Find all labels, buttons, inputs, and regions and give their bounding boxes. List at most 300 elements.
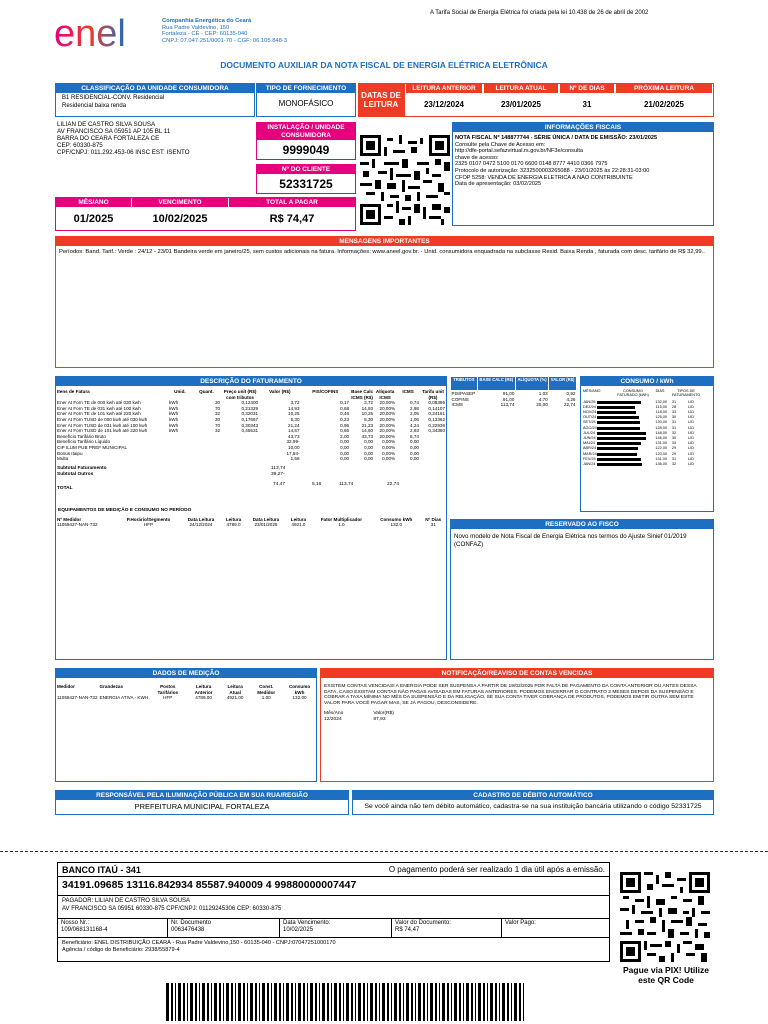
equip-header: Consumo kWh [380, 516, 413, 522]
fat-cell: 21,23 [361, 422, 374, 428]
medicao-value: 1.00 [261, 695, 271, 701]
fat-cell: 0,68 [340, 405, 350, 411]
fat-cell: 1,06 [410, 416, 419, 422]
equip-header: Nº Dias [425, 516, 442, 522]
fat-cell: 14,60 [361, 428, 374, 434]
consumo-days: 31 [671, 456, 677, 461]
company-address2: Fortaleza - CE - CEP: 60135-040 [162, 31, 248, 37]
iluminacao-label: RESPONSÁVEL PELA ILUMINAÇÃO PÚBLICA EM SUA RUA/REGIÃO [56, 791, 348, 800]
consumo-month: SET/24 [583, 420, 596, 425]
consumo-h1: CONSUMO FATURADO (kWh) [617, 389, 649, 398]
fat-cell: kWh [169, 411, 179, 417]
pag-h2: TOTAL A PAGAR [229, 198, 355, 207]
equip-value: 4921.0 [291, 522, 306, 528]
fat-cell: 2,93 [410, 428, 419, 434]
medicao-value: 132.00 [292, 695, 307, 701]
fat-cell: 20,00% [379, 428, 396, 434]
pix-qr-code [620, 872, 710, 962]
consumo-value: 118,00 [655, 410, 667, 415]
consumo-month: FEV/24 [583, 456, 596, 461]
iluminacao-box [55, 790, 349, 815]
consumo-days: 31 [671, 420, 677, 425]
fat-cell: 4,24 [410, 422, 419, 428]
fornecimento-box [256, 83, 356, 117]
pag-h1: VENCIMENTO [132, 198, 228, 207]
beneficiario: Beneficiário: ENEL DISTRIBUIÇÃO CEARÁ - Rua Padre Valdevino,150 - 60135-040 - CNPJ:07047251000170 [62, 940, 336, 946]
info-fiscais-line: http://dfe-portal.sefazvirtual.rs.gov.br/NF3e/consulta [455, 148, 583, 155]
tributos-header: TRIBUTOS [451, 377, 478, 391]
consumo-days: 32 [671, 461, 677, 466]
fat-cell: 20,00% [379, 416, 396, 422]
tributos-cell: ICMS [451, 402, 463, 408]
fat-cell: 0,13362 [428, 416, 445, 422]
faturamento-table [56, 389, 446, 462]
num-cliente-value: 52331725 [279, 177, 333, 191]
fat-h6: Base Calc ICMS (R$) [351, 389, 374, 400]
debito-text: Se você ainda não tem débito automático, cadastra-se na sua instituição bancária utilizando o código 52331725 [364, 803, 702, 810]
fat-cell: 10,25 [361, 411, 374, 417]
cliente-line: CEP: 60330-875 [57, 142, 103, 149]
tributos-cell: 20,00 [536, 402, 548, 408]
equip-header: P.Horário/Segmento [126, 516, 171, 522]
consumo-value: 131,00 [655, 456, 667, 461]
fat-cell: 0,32031 [241, 411, 259, 417]
equip-value: HFP [143, 522, 154, 528]
consumo-days: 31 [671, 425, 677, 430]
medicao-box [55, 668, 317, 782]
consumo-row [583, 462, 711, 467]
consumo-label: CONSUMO / kWh [581, 377, 713, 386]
company-address1: Rua Padre Valdevino, 150 [162, 24, 230, 31]
total-pis: 5,16 [312, 481, 322, 487]
equip-header: Leitura [225, 516, 242, 522]
pagador-line1: PAGADOR: LILIAN DE CASTRO SILVA SOUSA [62, 898, 191, 904]
fat-cell: kWh [169, 422, 179, 428]
notificacao-box [320, 668, 714, 782]
consumo-value: 128,00 [655, 425, 667, 430]
fat-cell: 0,00% [382, 439, 396, 445]
notif-val2: 87,93 [373, 716, 386, 722]
medicao-value: 4921.00 [226, 695, 244, 701]
linha-digitavel: 34191.09685 13116.842934 85587.940009 4 99880000007447 [58, 877, 609, 896]
consumo-bar [597, 432, 646, 435]
equip-header: Fator Multiplicador [320, 516, 363, 522]
info-fiscais-label: INFORMAÇÕES FISCAIS [453, 123, 713, 132]
leitura-h3: PRÓXIMA LEITURA [616, 84, 712, 93]
consumo-month: MAI/24 [583, 441, 596, 446]
boleto-field-value: 0063476438 [171, 927, 205, 933]
equip-header: Nº Medidor [57, 516, 82, 522]
cliente-block [57, 121, 190, 156]
fat-row [56, 456, 446, 462]
agencia: Agência / código do Beneficiário: 2938/55879-4 [62, 946, 180, 953]
fisco-label: RESERVADO AO FISCO [451, 520, 713, 529]
consumo-type: LID [688, 399, 694, 404]
consumo-bar [597, 421, 640, 424]
consumo-value: 130,00 [655, 420, 667, 425]
fat-cell: 0,00 [364, 450, 374, 456]
fat-cell: Benefício Tarifário Bruto [57, 433, 106, 439]
equip-header: Data Leitura [187, 516, 215, 522]
fat-cell: 5,30 [364, 416, 374, 422]
qr-code-fiscal [360, 135, 450, 225]
consumo-type: LID [688, 451, 694, 456]
consumo-h3: TIPOS DE FATURAMENTO [671, 389, 701, 398]
fat-cell: 0,17667 [241, 416, 259, 422]
cliente-line: BARRA DO CEARA FORTALEZA CE [57, 135, 160, 142]
fat-cell: 0,23 [340, 416, 350, 422]
boleto-field-label: Nosso Nr.: [61, 920, 90, 926]
consumo-type: LID [688, 415, 694, 420]
fat-cell: Ener At Forn TE de 031 kwh até 100 kwh [57, 405, 141, 411]
fat-cell: 43,73 [361, 433, 374, 439]
boleto-field-label: Valor do Documento: [395, 920, 451, 926]
fat-cell: 0,12400 [241, 400, 259, 406]
notif-col2: Valor(R$) [373, 711, 394, 717]
fat-cell [420, 456, 446, 462]
fat-cell: Ener At Forn TE de 101 kwh até 220 kwh [57, 411, 141, 417]
fisco-text: Novo modelo de Nota Fiscal de Energia Elétrica nos termos do Ajuste Sinief 01/2019 (CONFAZ) [454, 533, 687, 548]
fornecimento-value: MONOFÁSICO [278, 99, 334, 108]
consumo-days: 28 [671, 404, 677, 409]
leitura-h0: LEITURA ANTERIOR [406, 84, 482, 93]
medicao-value: ENERGIA ATIVA - KWH [99, 695, 149, 701]
fat-cell: 0,00 [340, 439, 350, 445]
instalacao-value: 9999049 [282, 143, 330, 157]
fat-cell: 0,30343 [241, 422, 259, 428]
fat-h7: Alíquota ICMS [375, 389, 395, 400]
doc-title: DOCUMENTO AUXILIAR DA NOTA FISCAL DE ENERGIA ELÉTRICA ELETRÔNICA [220, 60, 548, 70]
fat-cell: 0,21329 [241, 405, 259, 411]
instalacao-box [256, 122, 356, 160]
equip-value: 24/12/2024 [189, 522, 213, 528]
fat-cell: 10,25 [288, 411, 300, 417]
medicao-header: Postos Tarifários [157, 684, 179, 695]
consumo-month: OUT/24 [583, 415, 597, 420]
medicao-header: Leitura Atual [227, 684, 243, 695]
consumo-days: 33 [671, 441, 677, 446]
boleto-field [502, 919, 607, 937]
notificacao-text: EXISTEM CONTAS VENCIDAS! A ENERGIA PODE SER SUSPENSA A PARTIR DE 19/02/2025 POR FALTA DE PAGAMENTO DA CONTA ANTERIOR OU ANTES DESSA DATA, CASO EXISTAM CONTAS NÃO PAGAS AVISADAS EM FATURAS ANTERIORES. PODEMOS ENCERRAR O CONTRATO 2 MESES DEPOIS DA SUSPENSÃO E COBRAR A TAXA MÍNIMA NO MÊS DA SUSPENSÃO E DA RELIGAÇÃO. SE SUA CONTA TIVER COBRANÇA DE PRODUTOS, PODEMOS EMITIR OUTRA SEM ESTE VALOR PARA VOCÊ PAGAR MAS, SE JÁ PAGOU, DESCONSIDERE. [324, 684, 697, 706]
fat-cell: 30 [214, 400, 221, 406]
fat-cell: 32 [214, 428, 221, 434]
consumo-box [580, 376, 714, 512]
consumo-month: JAN/25 [583, 399, 596, 404]
leitura-v2: 31 [582, 100, 592, 109]
fat-cell: 70 [214, 422, 221, 428]
fat-h5: PIS/COFINS [312, 389, 339, 394]
fat-cell: 0,00 [410, 456, 419, 462]
fat-cell: 0,22936 [428, 422, 445, 428]
total-label: TOTAL [57, 485, 73, 491]
consumo-days: 33 [671, 410, 677, 415]
info-fiscais-line: chave de acesso: [455, 154, 499, 161]
equip-value: 4789.0 [226, 522, 241, 528]
info-fiscais-box [452, 122, 714, 226]
consumo-value: 115,00 [655, 404, 667, 409]
fat-cell: 0,00% [382, 450, 396, 456]
pag-v2: R$ 74,47 [269, 213, 315, 225]
tributos-cell: 91,00 [502, 396, 515, 402]
fat-cell: 0,00 [340, 450, 350, 456]
consumo-bar [597, 447, 638, 450]
subtotal-fat-label: Subtotal Faturamento [57, 465, 107, 471]
consumo-month: DEZ/24 [583, 404, 596, 409]
consumo-bar [597, 458, 641, 461]
boleto-field-label: Nr. Documento [171, 920, 212, 926]
fat-cell: 14,93 [361, 405, 374, 411]
fat-cell: 0,17 [340, 400, 350, 406]
boleto-field-label: Data Vencimento: [283, 920, 331, 926]
boleto-box [57, 862, 610, 962]
fat-h0: Itens de Fatura [57, 389, 90, 394]
consumo-bar [597, 442, 641, 445]
tributos-cell: 22,74 [564, 402, 576, 408]
company-cnpj: CNPJ: 07.047.251/0001-70 - CGF: 06.105.848-3 [162, 37, 288, 44]
consumo-month: ABR/24 [583, 446, 597, 451]
consumo-bar [597, 437, 646, 440]
consumo-days: 30 [671, 436, 677, 440]
consumo-type: LID [688, 461, 694, 466]
info-fiscais-line: Consulte pela Chave de Acesso em: [455, 141, 546, 148]
fat-cell: 14,93 [288, 405, 300, 411]
medicao-header: Leitura Anterior [194, 684, 213, 695]
equip-value: 23/01/2025 [254, 522, 278, 528]
equip-value: 31 [430, 522, 436, 528]
fat-h9: Tarifa unit (R$) [422, 389, 444, 400]
notif-col1: Mês/Ano [324, 711, 344, 717]
consumo-type: LID [688, 410, 694, 415]
medicao-header: Const. Medidor [257, 684, 276, 695]
consumo-bar [597, 427, 640, 430]
iluminacao-value: PREFEITURA MUNICIPAL FORTALEZA [134, 802, 270, 811]
leitura-v1: 23/01/2025 [500, 100, 542, 109]
fat-cell: 0,00 [364, 439, 374, 445]
fat-cell [192, 456, 221, 462]
fat-cell: 0,45531 [241, 428, 259, 434]
cliente-line: LILIAN DE CASTRO SILVA SOUSA [57, 121, 156, 128]
pagador-line2: AV FRANCISCO SA 05951 60330-875 CPF/CNPJ: 01129245306 CEP: 60330-875 [62, 905, 282, 912]
classificacao-line1: B1 RESIDENCIAL-CONV. Residencial [62, 95, 165, 101]
classificacao-line2: Residencial baixa renda [62, 102, 127, 109]
consumo-value: 148,00 [655, 430, 667, 435]
consumo-month: JUL/24 [583, 430, 596, 435]
fornecimento-label: TIPO DE FORNECIMENTO [257, 84, 355, 93]
fat-cell: 14,57 [288, 428, 300, 434]
fat-cell: Benefício Tarifário Líquido [57, 439, 111, 445]
medicao-value: 4789.00 [195, 695, 212, 701]
debito-box [352, 790, 714, 815]
notificacao-label: NOTIFICAÇÃO/REAVISO DE CONTAS VENCIDAS [321, 669, 713, 678]
consumo-type: LID [688, 430, 694, 435]
num-cliente-box [256, 164, 356, 194]
leitura-label: DATAS DE LEITURA [358, 83, 404, 117]
tributos-cell: 91,00 [502, 391, 515, 396]
fat-cell: 0,46 [340, 411, 350, 417]
consumo-value: 136,00 [655, 461, 667, 466]
equip-label: EQUIPAMENTOS DE MEDIÇÃO E CONSUMO NO PERÍODO [58, 507, 192, 513]
fat-cell: CIP ILUM PUB PREF MUNICIPAL [57, 444, 128, 450]
boleto-field [280, 919, 392, 937]
pag-v0: 01/2025 [73, 213, 114, 225]
num-cliente-label: Nº DO CLIENTE [257, 165, 355, 174]
consumo-value: 122,00 [655, 446, 667, 451]
consumo-type: LID [688, 436, 694, 440]
fat-cell: Multa [57, 456, 69, 462]
boleto-field-value: 10/02/2025 [283, 927, 314, 933]
pix-caption: Pague via PIX! Utilize este QR Code [623, 965, 709, 985]
fat-cell: Bonus Itaipu [57, 450, 83, 456]
fat-cell: 8,74 [410, 433, 419, 439]
classificacao-box [55, 83, 255, 117]
info-fiscais-line: Data de apresentação: 03/02/2025 [455, 181, 542, 188]
tributos-header: ALÍQUOTA (%) [515, 377, 548, 391]
fat-cell: 0,00 [364, 456, 374, 462]
faturamento-label: DESCRIÇÃO DO FATURAMENTO [56, 377, 446, 386]
fisco-box [450, 519, 714, 660]
fat-cell: 20,00% [379, 422, 396, 428]
fat-h4: Valor (R$) [269, 389, 291, 394]
tributos-row [451, 402, 577, 408]
tributos-cell: PIS/PASEP [451, 391, 476, 396]
fat-cell: 0,96 [340, 422, 350, 428]
fat-cell: 2,98 [410, 405, 419, 411]
medicao-value: 11059427-NAN-732 [57, 695, 98, 701]
consumo-bar [597, 406, 635, 409]
equip-value: 11059427-NAN-732 [57, 522, 98, 528]
fat-row [56, 428, 446, 434]
info-fiscais-line: 2325 0107 0472 5100 0170 6600 0148 8777 4410 0366 7975 [455, 161, 608, 168]
fat-cell [168, 456, 192, 462]
fat-cell: 0,14107 [428, 405, 445, 411]
fat-cell: 20,00% [379, 400, 396, 406]
notif-val1: 12/2024 [324, 716, 342, 722]
equip-table [56, 517, 446, 528]
pag-h0: MÊS/ANO [56, 198, 131, 207]
leitura-v0: 23/12/2024 [423, 100, 465, 109]
fat-h8: ICMS [402, 389, 414, 394]
total-value: 74,47 [273, 481, 286, 487]
consumo-month: AGO/24 [583, 425, 597, 430]
consumo-days: 32 [671, 430, 677, 435]
info-fiscais-line: CFOP 5258: VENDA DE ENERGIA ELETRICA A NAO CONTRIBUINTE [455, 174, 633, 181]
subtotal-fat-value: 113,74 [271, 465, 286, 471]
consumo-days: 31 [671, 399, 677, 404]
fat-h1: Unid. [174, 389, 186, 394]
fat-cell: 70 [214, 405, 221, 411]
fat-cell: 17,84- [286, 450, 300, 456]
fat-cell: 0,00 [410, 444, 419, 450]
fat-cell: kWh [169, 400, 179, 406]
total-icms: 22,74 [387, 481, 400, 487]
tributos-cell: 113,74 [500, 402, 515, 408]
tributos-cell: 1,03 [538, 391, 548, 396]
fat-cell: 0,00 [410, 450, 419, 456]
consumo-type: LID [688, 456, 694, 461]
barcode [166, 983, 526, 1021]
fat-cell: 0,74 [410, 400, 419, 406]
fat-cell: 0,08396 [428, 400, 445, 406]
consumo-bar [597, 416, 639, 419]
consumo-value: 125,00 [655, 415, 667, 420]
fat-h3: Preço unit (R$) com tributos [223, 389, 257, 400]
medicao-header: Consumo kWh [288, 684, 311, 695]
fat-h2: Quant. [199, 389, 214, 394]
fat-cell: kWh [169, 416, 179, 422]
pagamento-box [55, 197, 356, 231]
cliente-line: AV FRANCISCO SA 05951 AP 105 BL 11 [57, 128, 171, 135]
tributos-header: BASE CALC (R$) [477, 377, 515, 391]
consumo-h0: MÊS/ANO [583, 389, 601, 393]
leitura-box [358, 83, 714, 117]
tributos-cell: 0,92 [566, 391, 576, 396]
enel-logo [54, 16, 144, 52]
debito-label: CADASTRO DE DÉBITO AUTOMÁTICO [353, 791, 713, 800]
consumo-days: 30 [671, 415, 677, 420]
fat-cell: 32,99- [286, 439, 300, 445]
boleto-field [168, 919, 280, 937]
info-fiscais-line: Protocolo de autorização: 3232500003265088 - 23/01/2025 às 22:28:31-03:00 [455, 167, 650, 174]
fat-cell: 32 [214, 411, 221, 417]
fat-cell: 3,72 [290, 400, 300, 406]
faturamento-box [55, 376, 447, 660]
boleto-field-value: R$ 74,47 [395, 927, 420, 933]
consumo-type: LID [688, 420, 694, 425]
instalacao-label: INSTALAÇÃO / UNIDADE CONSUMIDORA [257, 123, 355, 140]
consumo-bar [597, 463, 642, 466]
cliente-line: CPF/CNPJ: 011.292.453-06 INSC EST: ISENTO [57, 149, 190, 156]
consumo-bar [597, 411, 636, 414]
medicao-header: Grandezas [99, 684, 124, 689]
consumo-bar [597, 401, 641, 404]
boleto-field-label: Valor Pago: [505, 920, 536, 926]
fat-cell: 0,00 [340, 456, 350, 462]
leitura-h1: LEITURA ATUAL [484, 84, 558, 93]
consumo-month: NOV/24 [583, 410, 597, 415]
boleto-field-value: 109/068131168-4 [61, 927, 108, 933]
top-notice: A Tarifa Social de Energia Elétrica foi criada pela lei 10.438 de 26 de abril de 2002 [430, 10, 649, 16]
subtotal-out-value: 39,27- [271, 471, 285, 477]
fat-cell: 30 [214, 416, 221, 422]
consumo-value: 120,00 [655, 451, 667, 456]
fat-cell: kWh [169, 405, 179, 411]
fat-row [56, 400, 446, 406]
tributos-box [450, 376, 577, 436]
fat-cell: kWh [169, 428, 179, 434]
consumo-h2: DIAS [655, 389, 665, 393]
subtotal-out-label: Subtotal Outros [57, 471, 94, 477]
fat-cell: 20,00% [379, 411, 396, 417]
consumo-type: LID [688, 404, 694, 409]
fat-cell: 20,00% [379, 405, 396, 411]
consumo-type: LID [688, 425, 694, 430]
tributos-cell: 4,26 [566, 396, 576, 402]
fat-cell: 3,72 [364, 400, 374, 406]
fat-cell: 0,00% [382, 444, 396, 450]
tributos-cell: 4,70 [538, 396, 548, 402]
consumo-days: 29 [671, 446, 677, 451]
consumo-value: 132,00 [655, 399, 667, 404]
medicao-header: Medidor [57, 684, 75, 689]
fat-cell: 0,66 [340, 428, 350, 434]
equip-value: 132.0 [390, 522, 403, 528]
equip-header: Leitura [290, 516, 307, 522]
company-name: Companhia Energética do Ceará [162, 18, 252, 24]
fat-cell: Ener At Forn TE de 000 kwh até 030 kwh [57, 400, 141, 406]
equip-value: 1.0 [338, 522, 345, 528]
tributos-cell: COFINS [451, 396, 469, 402]
boleto-field [392, 919, 502, 937]
